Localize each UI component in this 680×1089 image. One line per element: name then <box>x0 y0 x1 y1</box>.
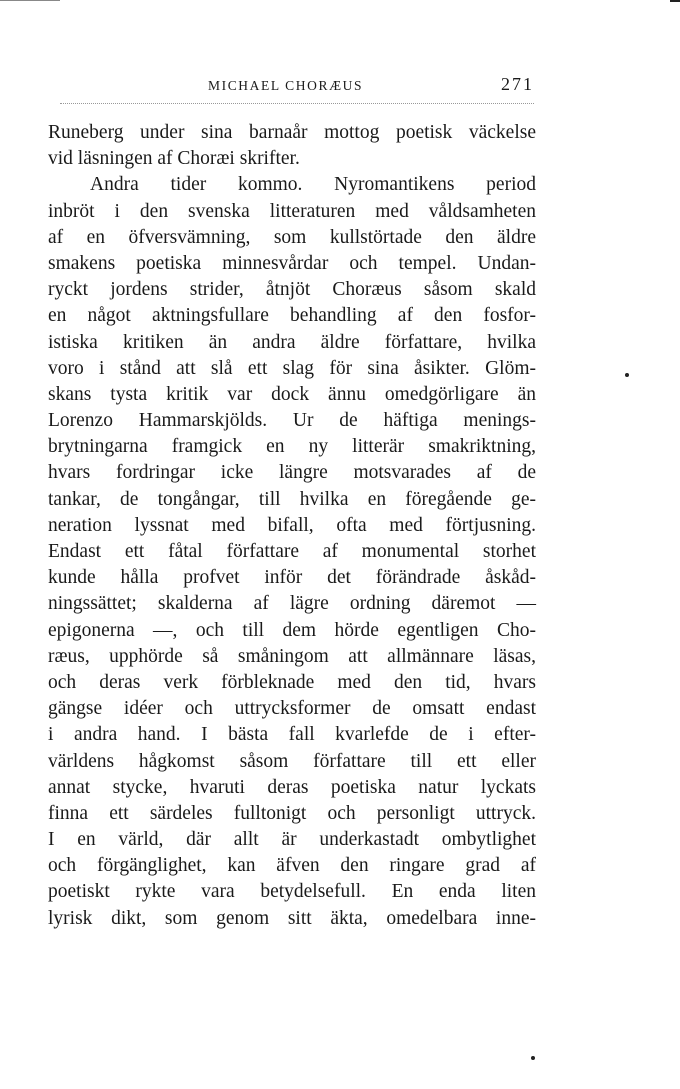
text-line: ryckt jordens strider, åtnjöt Choræus såsom skald <box>48 279 536 301</box>
text-line: poetiskt rykte vara betydelsefull. En enda liten <box>48 881 536 903</box>
text-line: världens hågkomst såsom författare till ett eller <box>48 750 536 772</box>
text-line: vid läsningen af Choræi skrifter. <box>48 148 300 170</box>
text-line: Runeberg under sina barnaår mottog poetisk väckelse <box>48 122 536 143</box>
text-line: i andra hand. I bästa fall kvarlefde de i efter- <box>48 724 536 746</box>
body-text <box>48 120 536 932</box>
text-line: neration lyssnat med bifall, ofta med förtjusning. <box>48 514 536 536</box>
text-line: gängse idéer och uttrycksformer de omsatt endast <box>48 698 536 720</box>
text-line: istiska kritiken än andra äldre författare, hvilka <box>48 331 536 353</box>
text-line: och deras verk förbleknade med den tid, hvars <box>48 671 536 693</box>
text-line: tankar, de tongångar, till hvilka en föregående ge- <box>48 488 536 510</box>
scan-speck <box>625 373 629 377</box>
running-head <box>48 76 536 100</box>
text-line: kunde hålla profvet inför det förändrade åskåd- <box>48 567 536 589</box>
text-line: ræus, upphörde så småningom att allmännare läsas, <box>48 645 536 667</box>
text-line: I en värld, där allt är underkastadt ombytlighet <box>48 829 536 851</box>
text-line: voro i stånd att slå ett slag för sina åsikter. Glöm- <box>48 357 536 379</box>
text-line: af en öfversvämning, som kullstörtade den äldre <box>48 226 536 248</box>
text-line: brytningarna framgick en ny litterär smakriktning, <box>48 436 536 458</box>
scan-edge-line <box>0 0 60 1</box>
text-line: en något aktningsfullare behandling af den fosfor- <box>48 305 536 327</box>
text-line: Lorenzo Hammarskjölds. Ur de häftiga menings- <box>48 410 536 432</box>
text-line: finna ett särdeles fulltonigt och personligt uttryck. <box>48 802 536 824</box>
text-line: Andra tider kommo. Nyromantikens period <box>90 174 536 196</box>
text-line: smakens poetiska minnesvårdar och tempel. Undan- <box>48 252 536 274</box>
text-line: epigonerna —, och till dem hörde egentligen Cho- <box>48 619 536 641</box>
scan-corner-mark <box>670 0 680 8</box>
text-line: Endast ett fåtal författare af monumental storhet <box>48 541 536 562</box>
header-rule <box>60 103 534 104</box>
text-line: annat stycke, hvaruti deras poetiska natur lyckats <box>48 776 536 798</box>
text-line: och förgänglighet, kan äfven den ringare grad af <box>48 855 536 877</box>
text-line: skans tysta kritik var dock ännu omedgörligare än <box>48 383 536 405</box>
text-line: lyrisk dikt, som genom sitt äkta, omedelbara inne- <box>48 907 536 929</box>
text-line: ningssättet; skalderna af lägre ordning däremot — <box>48 593 536 615</box>
scan-speck <box>531 1056 535 1060</box>
page-number: 271 <box>501 74 534 94</box>
text-line: inbröt i den svenska litteraturen med våldsamheten <box>48 200 536 222</box>
text-line: hvars fordringar icke längre motsvarades af de <box>48 462 536 484</box>
running-title: MICHAEL CHORÆUS <box>208 78 364 93</box>
